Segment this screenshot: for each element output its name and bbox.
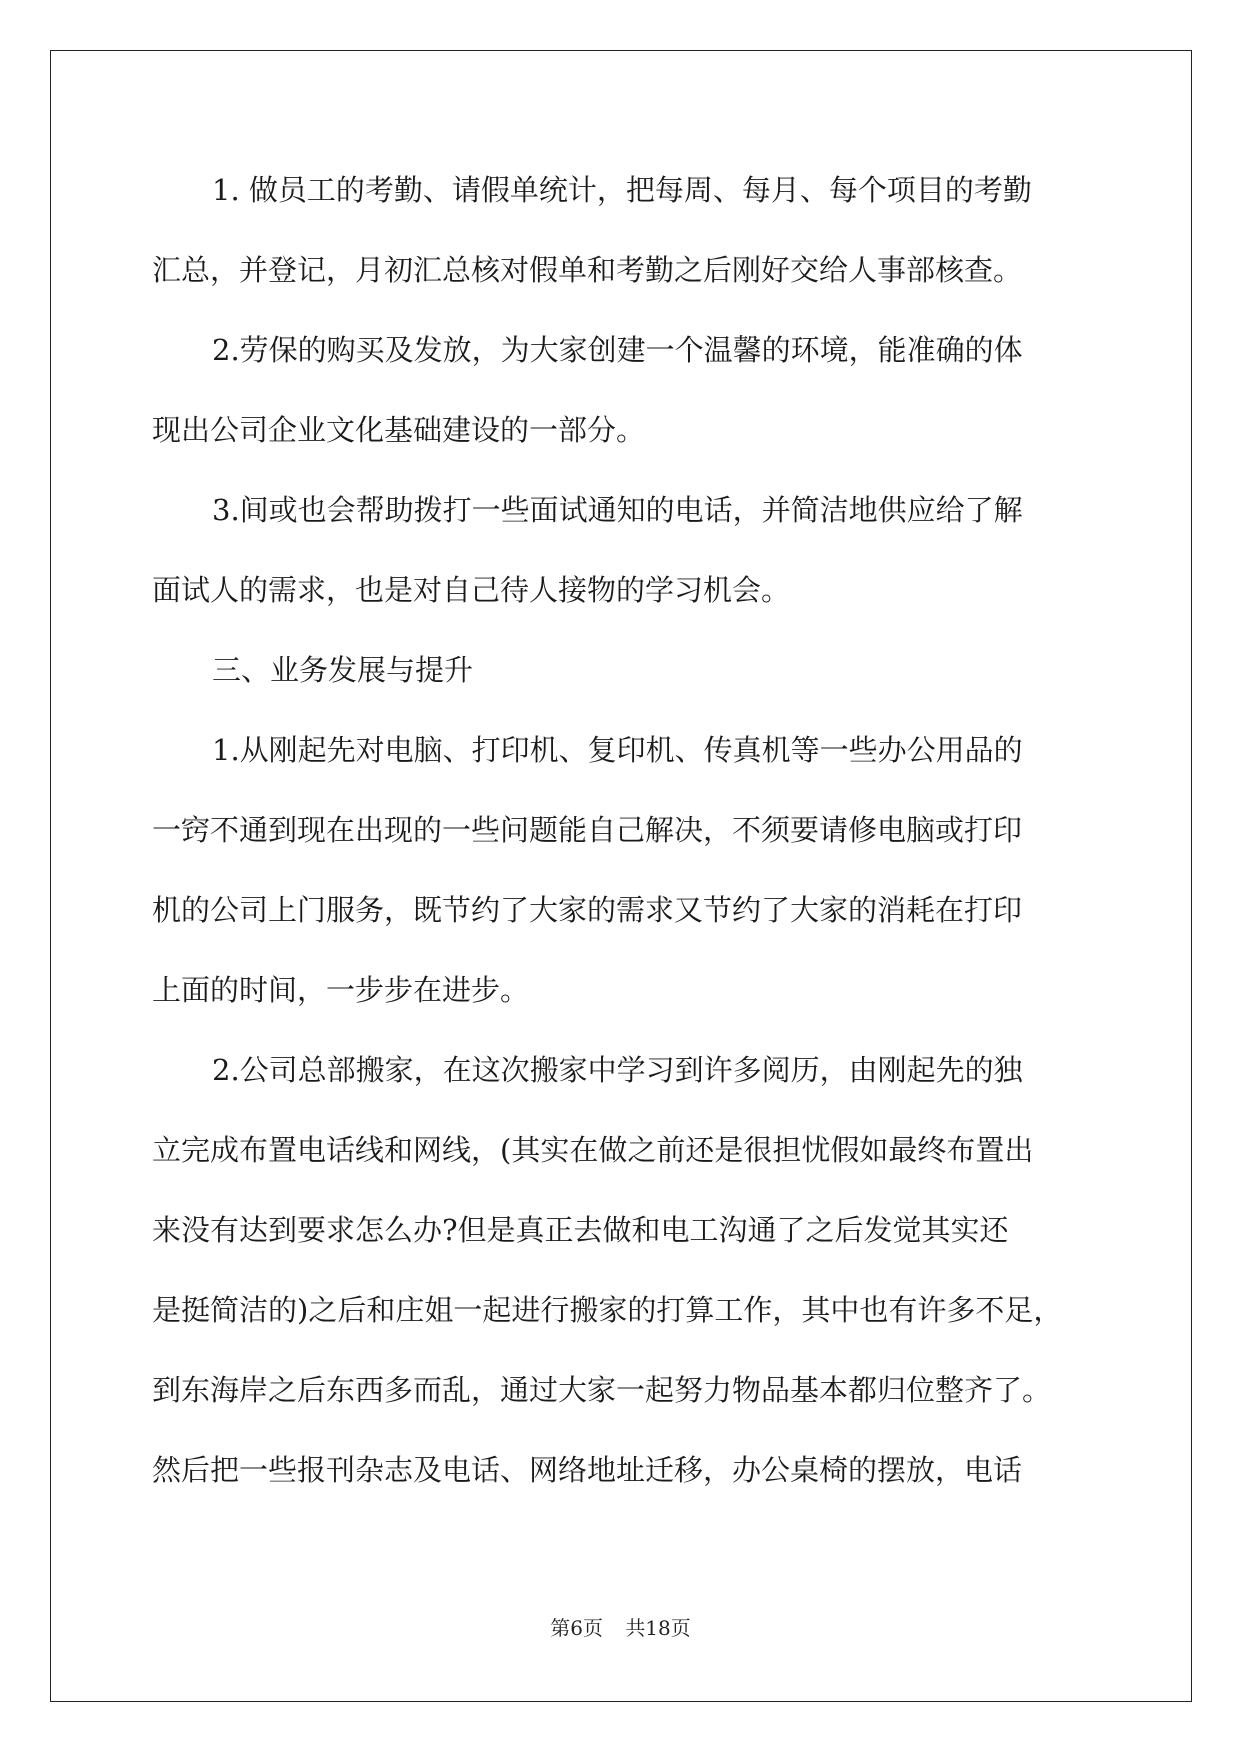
paragraph-line: 2.劳保的购买及发放，为大家创建一个温馨的环境，能准确的体 <box>212 333 1023 367</box>
paragraph-line: 一窍不通到现在出现的一些问题能自己解决，不须要请修电脑或打印 <box>152 813 1023 847</box>
page-number: 第6页 <box>550 1616 603 1640</box>
paragraph-line: 立完成布置电话线和网线，(其实在做之前还是很担忧假如最终布置出 <box>152 1133 1034 1167</box>
paragraph-line: 2.公司总部搬家，在这次搬家中学习到许多阅历，由刚起先的独 <box>212 1053 1023 1087</box>
paragraph-line: 到东海岸之后东西多而乱，通过大家一起努力物品基本都归位整齐了。 <box>152 1373 1052 1407</box>
page-footer <box>0 1612 1241 1641</box>
paragraph-line: 汇总，并登记，月初汇总核对假单和考勤之后刚好交给人事部核查。 <box>152 253 1023 287</box>
paragraph-line: 3.间或也会帮助拨打一些面试通知的电话，并简洁地供应给了解 <box>212 493 1023 527</box>
paragraph-line: 来没有达到要求怎么办?但是真正去做和电工沟通了之后发觉其实还 <box>152 1213 1009 1247</box>
paragraph-line: 面试人的需求，也是对自己待人接物的学习机会。 <box>152 573 791 607</box>
paragraph-line: 现出公司企业文化基础建设的一部分。 <box>152 413 646 447</box>
paragraph-line: 1. 做员工的考勤、请假单统计，把每周、每月、每个项目的考勤 <box>212 173 1032 207</box>
page-total: 共18页 <box>625 1616 691 1640</box>
paragraph-line: 上面的时间，一步步在进步。 <box>152 973 530 1007</box>
paragraph-line: 1.从刚起先对电脑、打印机、复印机、传真机等一些办公用品的 <box>212 733 1023 767</box>
paragraph-line: 机的公司上门服务，既节约了大家的需求又节约了大家的消耗在打印 <box>152 893 1023 927</box>
paragraph-line: 是挺简洁的)之后和庄姐一起进行搬家的打算工作，其中也有许多不足， <box>152 1293 1063 1327</box>
section-heading: 三、业务发展与提升 <box>212 653 474 687</box>
document-body <box>152 158 1092 1518</box>
paragraph-line: 然后把一些报刊杂志及电话、网络地址迁移，办公桌椅的摆放，电话 <box>152 1453 1023 1487</box>
